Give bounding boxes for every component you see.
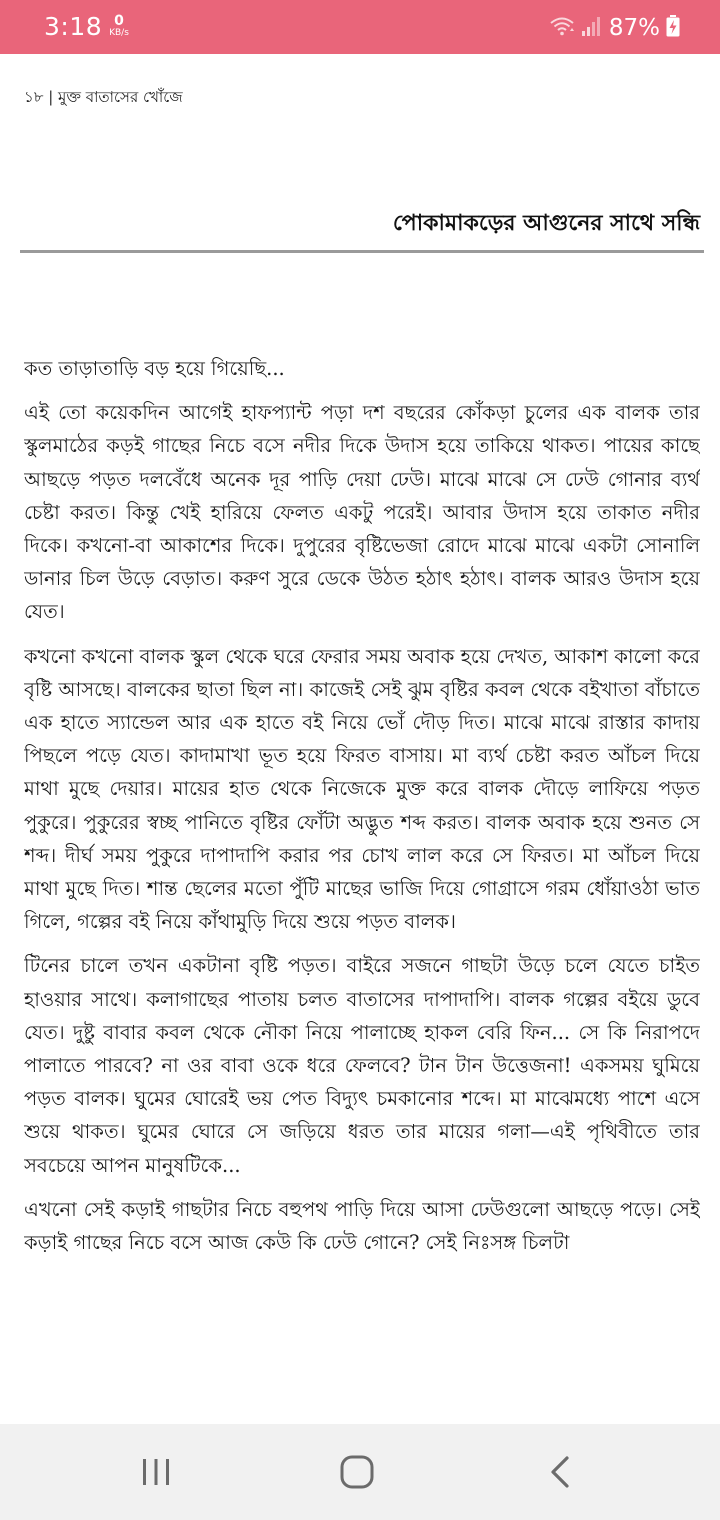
paragraph: এই তো কয়েকদিন আগেই হাফপ্যান্ট পড়া দশ বছরের কোঁকড়া চুলের এক বালক তার স্কুলমাঠের কড়ই গাছের নিচে বসে নদীর দিকে উদাস হয়ে তাকিয়ে থাকত। পায়ের কাছে আছড়ে পড়ত দলবেঁধে অনেক দূর পাড়ি দেয়া ঢেউ। মাঝে মাঝে সে ঢেউ গোনার ব্যর্থ চেষ্টা করত। কিন্তু খেই হারিয়ে ফেলত একটু পরেই। আবার উদাস হয়ে তাকাত নদীর দিকে। কখনো-বা আকাশের দিকে। দুপুরের বৃষ্টিভেজা রোদে মাঝে মাঝে একটা সোনালি ডানার চিল উড়ে বেড়াত। করুণ সুরে ডেকে উঠত হঠাৎ হঠাৎ। বালক আরও উদাস হয়ে যেত। bbox=[24, 401, 700, 624]
back-button[interactable] bbox=[530, 1450, 590, 1494]
battery-percent: 87% bbox=[608, 15, 660, 41]
title-divider bbox=[20, 250, 704, 253]
recent-apps-button[interactable] bbox=[126, 1450, 186, 1494]
battery-charging-icon bbox=[666, 15, 680, 41]
status-icons bbox=[549, 14, 680, 42]
network-speed-unit: KB/s bbox=[109, 28, 129, 38]
navigation-bar bbox=[0, 1424, 720, 1520]
status-time: 3:18 bbox=[44, 12, 103, 41]
network-speed-value: 0 bbox=[114, 13, 124, 29]
paragraph: কখনো কখনো বালক স্কুল থেকে ঘরে ফেরার সময় অবাক হয়ে দেখত, আকাশ কালো করে বৃষ্টি আসছে। বালকের ছাতা ছিল না। কাজেই সেই ঝুম বৃষ্টির কবল থেকে বইখাতা বাঁচাতে এক হাতে স্যান্ডেল আর এক হাতে বই নিয়ে ভোঁ দৌড় দিত। মাঝে মাঝে রাস্তার কাদায় পিছলে পড়ে যেত। কাদামাখা ভূত হয়ে ফিরত বাসায়। মা ব্যর্থ চেষ্টা করত আঁচল দিয়ে মাথা মুছে দেয়ার। মায়ের হাত থেকে নিজেকে মুক্ত করে বালক দৌড়ে লাফিয়ে পড়ত পুকুরে। পুকুরের স্বচ্ছ পানিতে বৃষ্টির ফোঁটা অদ্ভুত শব্দ করত। বালক অবাক হয়ে শুনত সে শব্দ। দীর্ঘ সময় পুকুরে দাপাদাপি করার পর চোখ লাল করে সে ফিরত। মা আঁচল দিয়ে মাথা মুছে দিত। শান্ত ছেলের মতো পুঁটি মাছের ভাজি দিয়ে গোগ্রাসে গরম ধোঁয়াওঠা ভাত গিলে, গল্পের বই নিয়ে কাঁথামুড়ি দিয়ে শুয়ে পড়ত বালক। bbox=[24, 644, 700, 934]
back-icon bbox=[548, 1455, 572, 1489]
chapter-title: পোকামাকড়ের আগুনের সাথে সন্ধি bbox=[392, 210, 700, 236]
home-icon bbox=[339, 1454, 375, 1490]
wifi-icon bbox=[549, 15, 575, 41]
recent-apps-icon bbox=[140, 1457, 172, 1487]
signal-icon bbox=[581, 15, 603, 41]
reading-area[interactable] bbox=[24, 352, 700, 1296]
paragraph: এখনো সেই কড়াই গাছটার নিচে বহুপথ পাড়ি দিয়ে আসা ঢেউগুলো আছড়ে পড়ে। সেই কড়াই গাছের নিচে বসে আজ কেউ কি ঢেউ গোনে? সেই নিঃসঙ্গ চিলটা bbox=[24, 1197, 700, 1255]
page-header: ১৮ | মুক্ত বাতাসের খোঁজে bbox=[24, 88, 183, 106]
paragraph: কত তাড়াতাড়ি বড় হয়ে গিয়েছি... bbox=[24, 357, 285, 380]
network-speed bbox=[104, 14, 134, 38]
paragraph: টিনের চালে তখন একটানা বৃষ্টি পড়ত। বাইরে সজনে গাছটা উড়ে চলে যেতে চাইত হাওয়ার সাথে। কলাগাছের পাতায় চলত বাতাসের দাপাদাপি। বালক গল্পের বইয়ে ডুবে যেত। দুষ্টু বাবার কবল থেকে নৌকা নিয়ে পালাচ্ছে হাকল বেরি ফিন... সে কি নিরাপদে পালাতে পারবে? না ওর বাবা ওকে ধরে ফেলবে? টান টান উত্তেজনা! একসময় ঘুমিয়ে পড়ত বালক। ঘুমের ঘোরেই ভয় পেত বিদ্যুৎ চমকানোর শব্দে। মা মাঝেমধ্যে পাশে এসে শুয়ে থাকত। ঘুমের ঘোরে সে জড়িয়ে ধরত তার মায়ের গলা—এই পৃথিবীতে তার সবচেয়ে আপন মানুষটিকে... bbox=[24, 954, 700, 1177]
home-button[interactable] bbox=[327, 1450, 387, 1494]
status-bar bbox=[0, 0, 720, 54]
